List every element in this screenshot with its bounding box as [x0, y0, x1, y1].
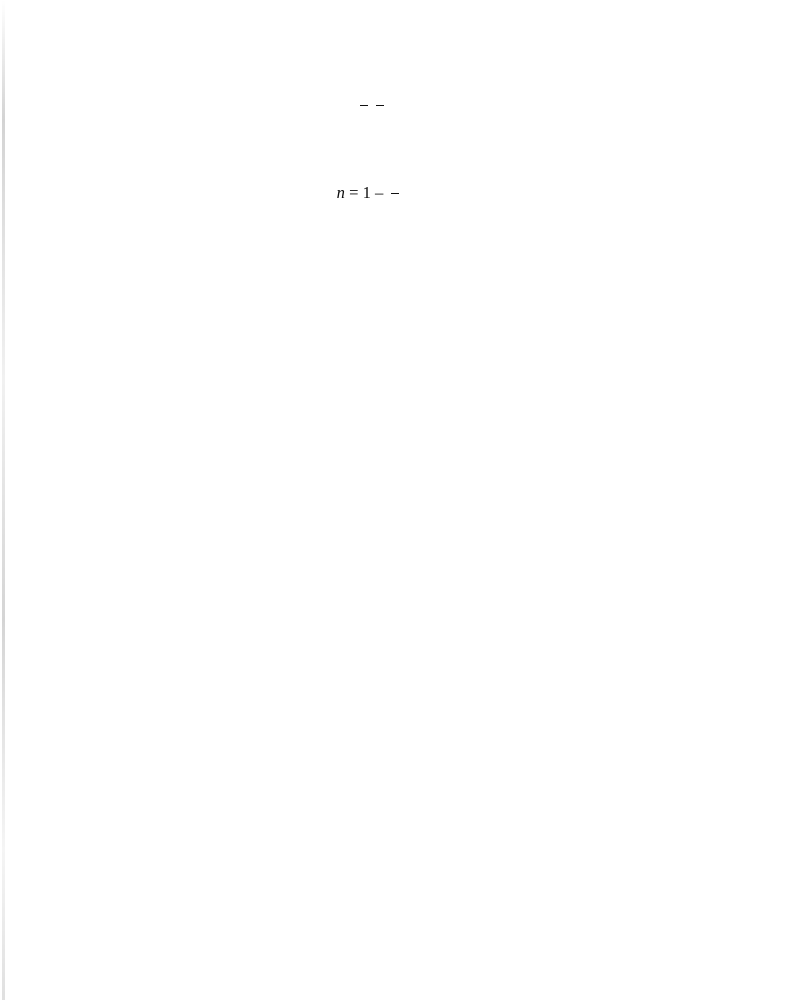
fraction-denominator	[360, 105, 368, 107]
fraction-denominator	[376, 105, 384, 107]
item-9-display-equation	[112, 183, 632, 203]
item-9-line	[112, 150, 632, 174]
fraction-v-squared-over-391	[376, 104, 384, 107]
fraction-denominator	[391, 193, 399, 195]
item-8-line	[112, 126, 632, 150]
fraction-gust-formula	[391, 192, 399, 195]
fraction-one-over-delta	[360, 104, 368, 107]
item-7-line	[112, 62, 632, 95]
equation-lead: n = 1 –	[336, 183, 384, 203]
page-content	[112, 62, 632, 230]
